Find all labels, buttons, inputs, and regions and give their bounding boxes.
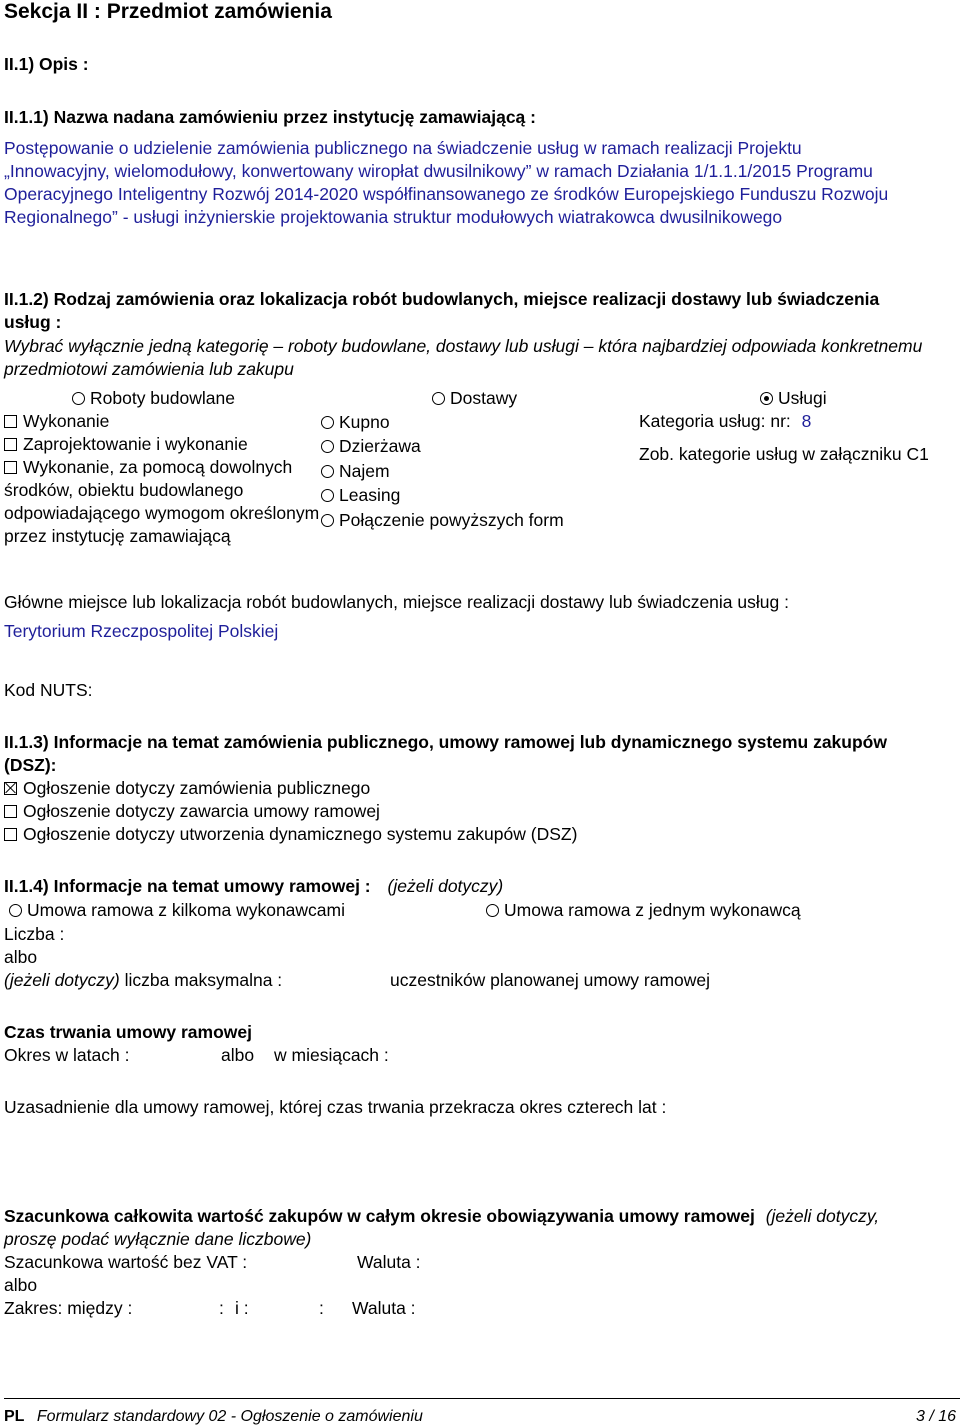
range-separator: : [219,1298,224,1318]
category-supplies-radio[interactable] [432,387,517,410]
or-text: albo [4,1275,38,1295]
or-text: albo [221,1045,255,1065]
supplies-option-radio[interactable] [321,411,390,434]
framework-heading-note: (jeżeli dotyczy) [387,876,504,896]
category-services-radio[interactable] [760,387,827,410]
count-label: Liczba : [4,924,65,944]
framework-heading: II.1.4) Informacje na temat umowy ramowej : [4,876,371,896]
location-value: Terytorium Rzeczpospolitej Polskiej [4,621,279,641]
category-works-radio[interactable] [72,387,235,410]
service-category-label: Kategoria usług: nr: [639,411,791,431]
framework-one-radio[interactable] [486,899,801,922]
range-currency-label: Waluta : [352,1298,416,1318]
radio-empty-icon [321,440,334,453]
supplies-option-label: Dzierżawa [339,436,421,456]
radio-empty-icon [432,392,445,405]
max-label: liczba maksymalna : [124,970,283,990]
info-heading: II.1.3) Informacje na temat zamówienia publicznego, umowy ramowej lub dynamicznego systemu zakupów (DSZ): [4,732,887,775]
or-text: albo [4,947,38,967]
duration-heading: Czas trwania umowy ramowej [4,1022,252,1042]
radio-empty-icon [9,904,22,917]
type-instruction: Wybrać wyłącznie jedną kategorię – roboty budowlane, dostawy lub usługi – która najbardziej odpowiada konkretnemu przedmiotowi zamówienia lub zakupu [4,336,923,379]
radio-selected-icon [760,392,773,405]
service-category [639,410,811,433]
checkbox-empty-icon [4,805,17,818]
nuts-label: Kod NUTS: [4,680,93,700]
footer-lang: PL [4,1408,25,1425]
supplies-option-label: Najem [339,461,390,481]
supplies-option-radio[interactable] [321,435,421,458]
category-supplies-label: Dostawy [450,388,518,408]
section-title: Sekcja II : Przedmiot zamówienia [4,0,332,23]
supplies-option-radio[interactable] [321,509,564,532]
contract-name-value: Postępowanie o udzielenie zamówienia publicznego na świadczenie usług w ramach realizacji Projektu „Innowacyjny, wielomodułowy, konwertowany wiropłat dwusilnikowy” w ramach Działania 1/1.1.1/2015 Programu Operacyjnego Inteligentny Rozwój 2014-2020 współfinansowanego ze środków Europejskiego Funduszu Rozwoju Regionalnego” - usługi inżynierskie projektowania struktur modułowych wiatrakowca dwusilnikowego [4,138,889,227]
footer-form-name: Formularz standardowy 02 - Ogłoszenie o zamówieniu [36,1408,423,1425]
notice-type-checkbox[interactable] [4,800,380,823]
supplies-option-label: Połączenie powyższych form [339,510,564,530]
framework-one-label: Umowa ramowa z jednym wykonawcą [504,900,801,920]
radio-empty-icon [72,392,85,405]
framework-many-radio[interactable] [9,899,345,922]
subsection-heading: II.1) Opis : [4,54,89,74]
framework-many-label: Umowa ramowa z kilkoma wykonawcami [27,900,345,920]
works-option-label: Wykonanie [23,411,110,431]
works-option-checkbox[interactable] [4,410,109,433]
max-note: (jeżeli dotyczy) [4,970,120,990]
footer-page-number: 3 / 16 [915,1408,956,1425]
estimate-note: (jeżeli dotyczy, proszę podać wyłącznie dane liczbowe) [4,1206,880,1249]
participants-text: uczestników planowanej umowy ramowej [390,970,711,990]
years-label: Okres w latach : [4,1045,130,1065]
footer [4,1405,423,1428]
radio-empty-icon [321,489,334,502]
vat-label: Szacunkowa wartość bez VAT : [4,1252,248,1272]
radio-empty-icon [486,904,499,917]
service-note: Zob. kategorie usług w załączniku C1 [639,444,929,464]
radio-empty-icon [321,514,334,527]
category-services-label: Usługi [778,388,827,408]
service-category-value: 8 [801,411,812,431]
name-heading: II.1.1) Nazwa nadana zamówieniu przez instytucję zamawiającą : [4,107,536,127]
supplies-option-radio[interactable] [321,460,390,483]
range-and: i : [235,1298,249,1318]
notice-type-label: Ogłoszenie dotyczy zawarcia umowy ramowej [23,801,380,821]
months-label: w miesiącach : [274,1045,389,1065]
works-option-label: Wykonanie, za pomocą dowolnych środków, obiektu budowlanego odpowiadającego wymogom określonym przez instytucję zamawiającą [4,457,320,546]
notice-type-checkbox[interactable] [4,823,577,846]
supplies-option-label: Leasing [339,485,401,505]
works-option-checkbox[interactable] [4,456,322,548]
checkbox-empty-icon [4,438,17,451]
works-option-checkbox[interactable] [4,433,248,456]
radio-empty-icon [321,416,334,429]
works-option-label: Zaprojektowanie i wykonanie [23,434,248,454]
category-works-label: Roboty budowlane [90,388,235,408]
checkbox-empty-icon [4,415,17,428]
notice-type-label: Ogłoszenie dotyczy zamówienia publicznego [23,778,371,798]
notice-type-label: Ogłoszenie dotyczy utworzenia dynamicznego systemu zakupów (DSZ) [23,824,578,844]
range-separator: : [319,1298,324,1318]
justification-label: Uzasadnienie dla umowy ramowej, której czas trwania przekracza okres czterech lat : [4,1097,667,1117]
type-heading: II.1.2) Rodzaj zamówienia oraz lokalizacja robót budowlanych, miejsce realizacji dostawy lub świadczenia usług : [4,289,880,332]
estimate-heading [4,1205,924,1251]
framework-heading-row [4,875,503,898]
supplies-option-radio[interactable] [321,484,400,507]
notice-type-checkbox[interactable] [4,777,370,800]
footer-divider [4,1398,960,1399]
checkbox-empty-icon [4,828,17,841]
checkbox-checked-icon [4,782,17,795]
currency-label: Waluta : [357,1252,421,1272]
range-label: Zakres: między : [4,1298,133,1318]
estimate-title: Szacunkowa całkowita wartość zakupów w całym okresie obowiązywania umowy ramowej [4,1206,755,1226]
checkbox-empty-icon [4,461,17,474]
location-label: Główne miejsce lub lokalizacja robót budowlanych, miejsce realizacji dostawy lub świadczenia usług : [4,592,789,612]
radio-empty-icon [321,465,334,478]
max-row [4,969,282,992]
supplies-option-label: Kupno [339,412,390,432]
